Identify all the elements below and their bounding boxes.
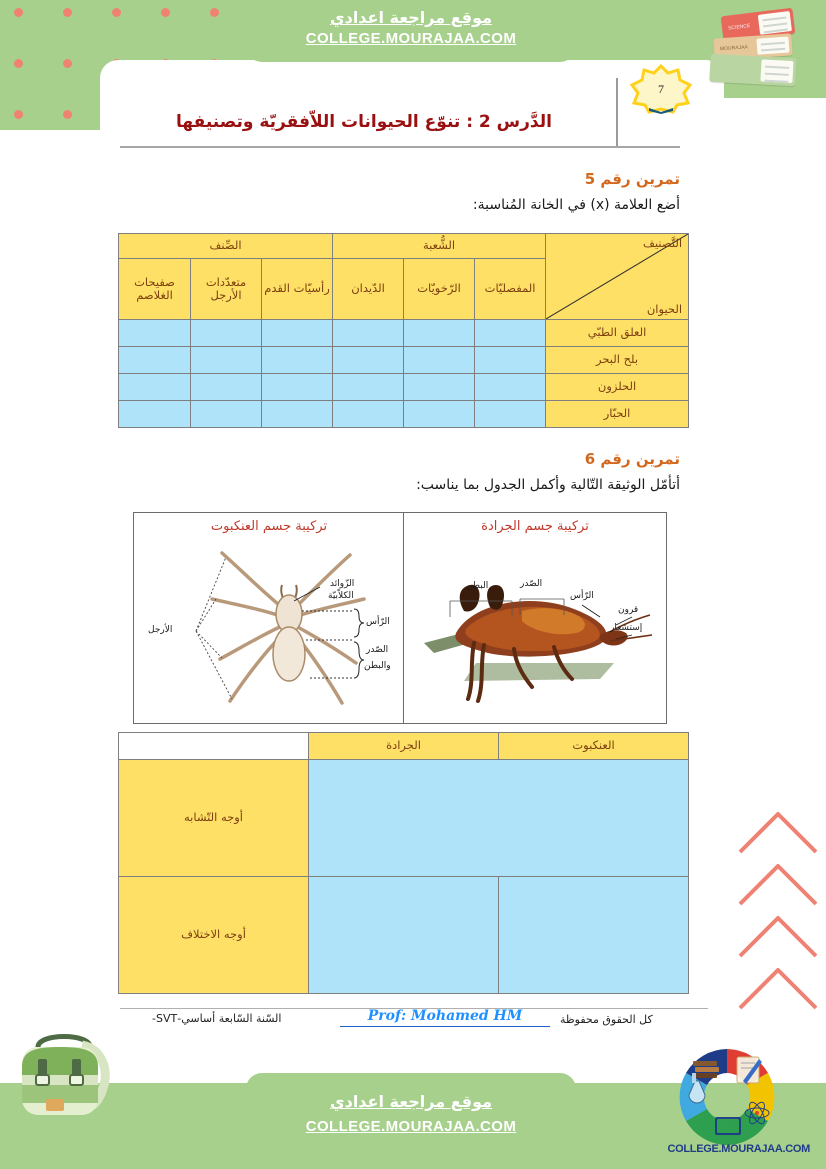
spider-label-1: الكلاّبيّة [328, 591, 354, 601]
column-header-1: الرّخويّات [404, 259, 475, 320]
spider-diagram-icon [134, 513, 404, 723]
grasshopper-label-0: البطن [466, 581, 489, 591]
footer-class: السّنة السّابعة أساسي-SVT- [152, 1012, 282, 1025]
figure-spider [133, 512, 405, 724]
answer-cell[interactable] [333, 401, 404, 428]
corner-top-label: التَّصنيف [643, 236, 683, 250]
grasshopper-label-4: إستشعار [610, 623, 643, 633]
group-header-shuba: الشُّعبة [333, 234, 546, 259]
answer-area-differences-grasshopper[interactable] [309, 877, 499, 994]
answer-cell[interactable] [404, 320, 475, 347]
comparison-header-spider: العنكبوت [499, 733, 689, 760]
comparison-header-row [119, 733, 689, 760]
decorative-dot [63, 59, 72, 68]
answer-cell[interactable] [119, 320, 191, 347]
table-row [119, 347, 689, 374]
site-url-bottom: COLLEGE.MOURAJAA.COM [305, 1118, 517, 1135]
decorative-dot [112, 8, 121, 17]
column-header-0: المفصليّات [475, 259, 546, 320]
grasshopper-label-3: قرون [618, 605, 639, 615]
chevron-decoration [730, 800, 826, 1020]
answer-cell[interactable] [119, 374, 191, 401]
decorative-dot [210, 8, 219, 17]
answer-cell[interactable] [119, 347, 191, 374]
answer-cell[interactable] [475, 320, 546, 347]
answer-cell[interactable] [262, 320, 333, 347]
answer-cell[interactable] [404, 401, 475, 428]
site-url-top: COLLEGE.MOURAJAA.COM [305, 30, 517, 47]
column-header-4: متعدّدات الأرجل [191, 259, 262, 320]
decorative-dot [161, 8, 170, 17]
answer-cell[interactable] [404, 347, 475, 374]
row-label-2: الحلزون [546, 374, 689, 401]
corner-bottom-label: الحيوان [646, 301, 683, 316]
books-illustration [700, 8, 812, 98]
answer-cell[interactable] [191, 374, 262, 401]
site-name-top: موقع مراجعة اعدادي [329, 8, 493, 27]
spider-label-4: والبطن [364, 661, 391, 671]
logo-url-text: COLLEGE.MOURAJAA.COM [667, 1143, 810, 1155]
decorative-dot [14, 110, 23, 119]
grasshopper-label-1: الصّدر [520, 579, 543, 589]
footer-teacher: Prof: Mohamed HM [340, 1008, 550, 1027]
answer-cell[interactable] [191, 320, 262, 347]
comparison-row-differences [119, 877, 689, 994]
decorative-dot [14, 59, 23, 68]
answer-cell[interactable] [333, 320, 404, 347]
table-row [119, 401, 689, 428]
comparison-header-empty [119, 733, 309, 760]
figure-grasshopper-title: تركيبة جسم الجرادة [481, 519, 589, 534]
answer-cell[interactable] [404, 374, 475, 401]
column-header-2: الدّيدان [333, 259, 404, 320]
comparison-table [118, 732, 689, 994]
title-divider [616, 78, 618, 146]
page-number-text: 7 [658, 81, 664, 96]
grasshopper-photo-icon [404, 513, 666, 723]
column-header-5: صفيحات الغلاصم [119, 259, 191, 320]
book-pages [760, 59, 793, 83]
spider-label-2: الرّأس [366, 617, 390, 627]
book-green [709, 54, 796, 86]
answer-cell[interactable] [119, 401, 191, 428]
row-label-1: بلح البحر [546, 347, 689, 374]
spider-label-3: الصّدر [366, 645, 389, 655]
answer-area-differences-spider[interactable] [499, 877, 689, 994]
title-underline [120, 146, 680, 148]
comparison-row-label-similarities: أوجه التّشابه [119, 760, 309, 877]
answer-cell[interactable] [262, 401, 333, 428]
exercise5-heading: تمرين رقم 5 [584, 170, 680, 188]
corner-diagonal-cell [546, 234, 689, 320]
answer-cell[interactable] [191, 401, 262, 428]
book-spine-label: MOURAJAA [719, 44, 749, 53]
grasshopper-label-2: الرّأس [570, 591, 594, 601]
decorative-dot [14, 8, 23, 17]
comparison-row-similarities [119, 760, 689, 877]
page-number-badge [630, 64, 692, 114]
column-header-3: رأسيّات القدم [262, 259, 333, 320]
site-logo [632, 1041, 822, 1161]
figure-spider-title: تركيبة جسم العنكبوت [210, 519, 328, 534]
table-group-header-row [119, 234, 689, 259]
decorative-dot [63, 110, 72, 119]
answer-cell[interactable] [333, 374, 404, 401]
decorative-dot [63, 8, 72, 17]
classification-table [118, 233, 689, 428]
footer-rights: كل الحقوق محفوظة [560, 1013, 653, 1026]
comparison-header-grasshopper: الجرادة [309, 733, 499, 760]
book-pages [756, 37, 789, 55]
book-pages [758, 11, 792, 35]
figure-grasshopper [403, 512, 667, 724]
answer-area-similarities[interactable] [309, 760, 689, 877]
answer-cell[interactable] [191, 347, 262, 374]
answer-cell[interactable] [333, 347, 404, 374]
comparison-row-label-differences: أوجه الاختلاف [119, 877, 309, 994]
exercise6-instruction: أتأمّل الوثيقة التّالية وأكمل الجدول بما يناسب: [416, 477, 680, 493]
answer-cell[interactable] [475, 401, 546, 428]
table-row [119, 320, 689, 347]
site-name-bottom: موقع مراجعة اعدادي [329, 1092, 493, 1111]
answer-cell[interactable] [262, 347, 333, 374]
group-header-sinf: الصِّنف [119, 234, 333, 259]
spider-label-0: الزّوائد [330, 579, 355, 589]
answer-cell[interactable] [475, 347, 546, 374]
row-label-0: العلق الطبّي [546, 320, 689, 347]
exercise5-instruction: أضع العلامة (x) في الخانة المُناسبة: [472, 197, 680, 213]
spider-label-5: الأرجل [148, 625, 173, 635]
book-spine-label: SCIENCE [727, 22, 751, 32]
backpack-illustration [8, 1023, 120, 1123]
table-row [119, 374, 689, 401]
row-label-3: الحبّار [546, 401, 689, 428]
page-title: الدَّرس 2 : تنوّع الحيوانات اللاّفقريّة وتصنيفها [176, 112, 552, 132]
exercise6-heading: تمرين رقم 6 [584, 450, 680, 468]
answer-cell[interactable] [262, 374, 333, 401]
answer-cell[interactable] [475, 374, 546, 401]
